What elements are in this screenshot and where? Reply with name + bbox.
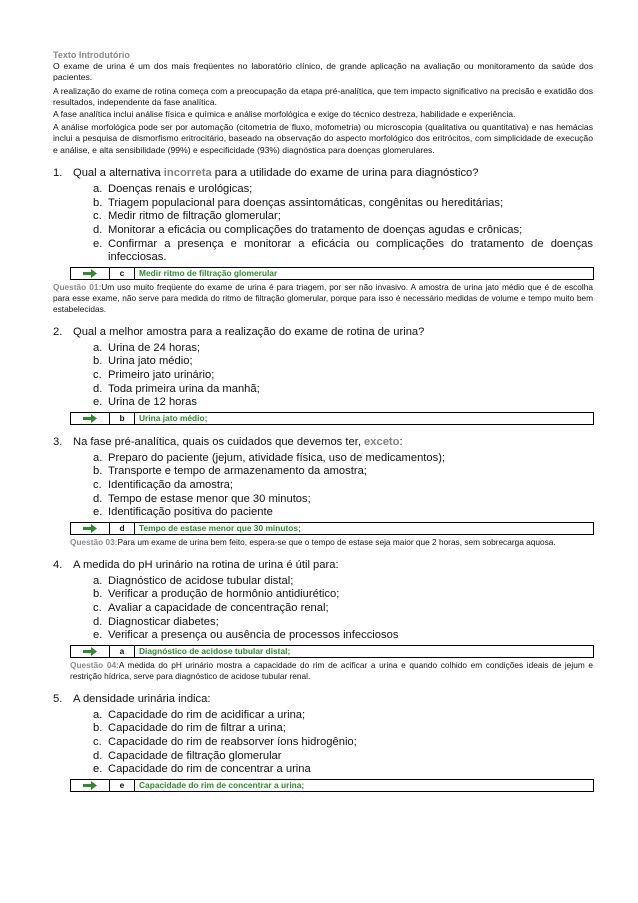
option-letter: a. bbox=[93, 574, 103, 587]
option-item bbox=[93, 452, 593, 466]
option-letter: a. bbox=[93, 708, 103, 721]
option-item bbox=[93, 197, 593, 211]
option-item bbox=[93, 722, 593, 736]
option-item bbox=[93, 750, 593, 764]
option-text: Verificar a produção de hormônio antidiurético; bbox=[108, 588, 340, 601]
option-letter: a. bbox=[93, 341, 103, 354]
arrow-right-icon bbox=[71, 268, 110, 279]
option-item bbox=[93, 465, 593, 479]
option-letter: c. bbox=[93, 735, 102, 748]
answer-letter: b bbox=[110, 413, 135, 424]
option-text: Urina de 24 horas; bbox=[108, 341, 201, 354]
option-item bbox=[93, 602, 593, 616]
option-text: Triagem populacional para doenças assintomáticas, congênitas ou hereditárias; bbox=[108, 196, 504, 209]
option-item bbox=[93, 616, 593, 630]
explanation-text: Para um exame de urina bem feito, espera-se que o tempo de estase seja maior que 2 horas, sem sobrecarga aquosa. bbox=[117, 536, 556, 547]
explanation-label: Questão 03: bbox=[70, 536, 118, 547]
question-heading bbox=[53, 435, 593, 449]
questions-list bbox=[53, 166, 593, 791]
answer-text: Capacidade do rim de concentrar a urina; bbox=[139, 780, 305, 791]
intro-paragraph: O exame de urina é um dos mais freqüentes no laboratório clínico, de grande aplicação na avaliação ou monitoramento da saúde dos pacientes. bbox=[53, 61, 593, 83]
option-text: Capacidade do rim de concentrar a urina bbox=[108, 763, 311, 776]
intro-title: Texto Introdutório bbox=[53, 50, 130, 60]
option-letter: c. bbox=[93, 369, 102, 381]
options-list bbox=[53, 342, 593, 410]
option-text: Tempo de estase menor que 30 minutos; bbox=[108, 492, 311, 505]
answer-letter: c bbox=[110, 268, 135, 279]
option-letter: a. bbox=[93, 183, 103, 196]
option-text: Capacidade de filtração glomerular bbox=[108, 749, 282, 762]
question-block bbox=[53, 435, 593, 548]
option-item bbox=[93, 396, 593, 410]
option-item bbox=[93, 369, 593, 383]
answer-letter: e bbox=[110, 780, 135, 791]
answer-letter: d bbox=[110, 523, 135, 534]
option-letter: e. bbox=[93, 396, 103, 409]
question-block bbox=[53, 692, 593, 792]
option-text: Diagnosticar diabetes; bbox=[108, 615, 219, 628]
option-item bbox=[93, 709, 593, 723]
answer-text: Tempo de estase menor que 30 minutos; bbox=[139, 523, 301, 534]
question-text bbox=[73, 558, 593, 572]
answer-letter: a bbox=[110, 646, 135, 657]
answer-text: Diagnóstico de acidose tubular distal; bbox=[139, 646, 291, 657]
option-text: Primeiro jato urinário; bbox=[108, 369, 215, 381]
option-item bbox=[93, 629, 593, 643]
option-item bbox=[93, 575, 593, 589]
option-text: Capacidade do rim de filtrar a urina; bbox=[108, 722, 286, 735]
option-item bbox=[93, 355, 593, 369]
question-highlight: incorreta bbox=[163, 167, 212, 180]
option-letter: b. bbox=[93, 588, 103, 601]
options-list bbox=[53, 575, 593, 643]
question-heading bbox=[53, 325, 593, 339]
option-letter: b. bbox=[93, 465, 103, 478]
option-text: Verificar a presença ou ausência de processos infecciosos bbox=[108, 629, 399, 642]
explanation bbox=[53, 537, 593, 548]
question-block bbox=[53, 558, 593, 682]
option-text: Confirmar a presença e monitorar a eficácia ou complicações do tratamento de doenças infecciosas. bbox=[108, 237, 593, 264]
question-text-before: Qual a melhor amostra para a realização do exame de rotina de urina? bbox=[73, 325, 425, 338]
question-text bbox=[73, 692, 593, 706]
explanation-label: Questão 04: bbox=[70, 659, 119, 670]
arrow-right-icon bbox=[71, 523, 110, 534]
option-letter: b. bbox=[93, 722, 103, 735]
question-number: 2. bbox=[53, 325, 63, 338]
arrow-right-icon bbox=[71, 646, 110, 657]
option-letter: d. bbox=[93, 382, 103, 395]
option-text: Medir ritmo de filtração glomerular; bbox=[108, 210, 281, 223]
option-letter: d. bbox=[93, 615, 103, 628]
arrow-right-icon bbox=[71, 780, 110, 791]
answer-row bbox=[70, 412, 594, 425]
option-text: Urina de 12 horas bbox=[108, 396, 197, 409]
question-number: 4. bbox=[53, 558, 63, 571]
option-item bbox=[93, 224, 593, 238]
explanation-text: Um uso muito freqüente do exame de urina é para triagem, por ser não invasivo. A amostra de urina jato médio que é de escolha para esse exame, não serve para medida do ritmo de filtração glomerular, porque para isso é necessário medidas de volume e tempo muito bem estabelecidas. bbox=[53, 281, 593, 314]
option-letter: c. bbox=[93, 210, 102, 223]
question-block bbox=[53, 166, 593, 315]
answer-text: Urina jato médio; bbox=[139, 413, 208, 424]
option-item bbox=[93, 736, 593, 750]
intro-paragraph: A fase analítica inclui análise física e química e análise morfológica e exige do técnico destreza, habilidade e experiência. bbox=[53, 108, 516, 119]
option-text: Doenças renais e urológicas; bbox=[108, 183, 253, 196]
question-text-before: A densidade urinária indica: bbox=[73, 692, 211, 705]
option-text: Urina jato médio; bbox=[108, 355, 193, 368]
option-text: Capacidade do rim de reabsorver íons hidrogênio; bbox=[108, 735, 357, 748]
options-list bbox=[53, 709, 593, 777]
answer-row bbox=[70, 779, 594, 792]
question-text-before: A medida do pH urinário na rotina de urina é útil para: bbox=[73, 558, 339, 571]
option-item bbox=[93, 763, 593, 777]
question-heading bbox=[53, 558, 593, 572]
option-letter: d. bbox=[93, 224, 103, 237]
question-text bbox=[73, 435, 593, 449]
intro-paragraph: A realização do exame de rotina começa com a preocupação da etapa pré-analítica, que tem impacto significativo na precisão e exatidão dos resultados, independente da fase analítica. bbox=[53, 85, 593, 108]
option-letter: e. bbox=[93, 629, 103, 642]
question-highlight: exceto bbox=[364, 435, 400, 448]
question-text-after: : bbox=[399, 435, 403, 448]
question-number: 1. bbox=[53, 167, 63, 180]
document-page bbox=[53, 50, 593, 792]
option-item bbox=[93, 479, 593, 493]
option-text: Transporte e tempo de armazenamento da amostra; bbox=[108, 465, 367, 478]
option-text: Toda primeira urina da manhã; bbox=[108, 382, 260, 395]
option-item bbox=[93, 506, 593, 520]
question-text-before: Qual a alternativa bbox=[73, 167, 164, 180]
options-list bbox=[53, 183, 593, 265]
question-heading bbox=[53, 692, 593, 706]
question-text-after: para a utilidade do exame de urina para diagnóstico? bbox=[211, 167, 479, 180]
option-letter: c. bbox=[93, 478, 102, 491]
option-item bbox=[93, 183, 593, 197]
question-text bbox=[73, 325, 593, 339]
option-text: Monitorar a eficácia ou complicações do tratamento de doenças agudas e crônicas; bbox=[108, 224, 523, 237]
option-letter: a. bbox=[93, 451, 103, 464]
answer-row bbox=[70, 645, 594, 658]
option-letter: e. bbox=[93, 763, 103, 776]
option-text: Preparo do paciente (jejum, atividade física, uso de medicamentos); bbox=[108, 451, 446, 464]
explanation-text: A medida do pH urinário mostra a capacidade do rim de acificar a urina e quando colhido em condições ideais de jejum e restrição hídrica, serve para diagnóstico de acidose tubular renal. bbox=[70, 659, 594, 681]
answer-row bbox=[70, 522, 594, 535]
option-item bbox=[93, 238, 593, 265]
question-number: 5. bbox=[53, 692, 63, 705]
answer-text: Medir ritmo de filtração glomerular bbox=[139, 268, 278, 279]
option-letter: d. bbox=[93, 492, 103, 505]
option-letter: b. bbox=[93, 196, 103, 209]
option-text: Identificação positiva do paciente bbox=[108, 506, 273, 519]
question-text bbox=[73, 166, 593, 180]
option-item bbox=[93, 342, 593, 356]
question-heading bbox=[53, 166, 593, 180]
question-number: 3. bbox=[53, 435, 63, 448]
option-letter: d. bbox=[93, 749, 103, 762]
option-item bbox=[93, 210, 593, 224]
intro-paragraph: A análise morfológica pode ser por automação (citometria de fluxo, mofometria) ou microscopia (qualitativa ou quantitativa) e nas hemácias inclui a pesquisa de dismorfismo eritrocitário, baseado na observação do aspecto morfológico dos eritrócitos, com simplicidade de execução e análise, e alta sensibilidade (99%) e especificidade (93%) diagnóstica para doenças glomerulares. bbox=[53, 122, 593, 155]
explanation bbox=[53, 660, 593, 682]
option-item bbox=[93, 493, 593, 507]
option-text: Avaliar a capacidade de concentração renal; bbox=[108, 601, 329, 614]
option-text: Diagnóstico de acidose tubular distal; bbox=[108, 574, 294, 587]
answer-row bbox=[70, 267, 594, 280]
explanation bbox=[53, 282, 593, 315]
question-text-before: Na fase pré-analítica, quais os cuidados que devemos ter, bbox=[73, 435, 365, 448]
option-letter: b. bbox=[93, 355, 103, 368]
arrow-right-icon bbox=[71, 413, 110, 424]
option-item bbox=[93, 588, 593, 602]
question-block bbox=[53, 325, 593, 425]
explanation-label: Questão 01: bbox=[53, 281, 102, 292]
option-letter: c. bbox=[93, 601, 102, 614]
option-text: Capacidade do rim de acidificar a urina; bbox=[108, 708, 306, 721]
option-item bbox=[93, 383, 593, 397]
option-letter: e. bbox=[93, 506, 103, 519]
options-list bbox=[53, 452, 593, 520]
intro-section bbox=[53, 50, 593, 156]
option-text: Identificação da amostra; bbox=[108, 478, 233, 491]
option-letter: e. bbox=[93, 237, 103, 250]
